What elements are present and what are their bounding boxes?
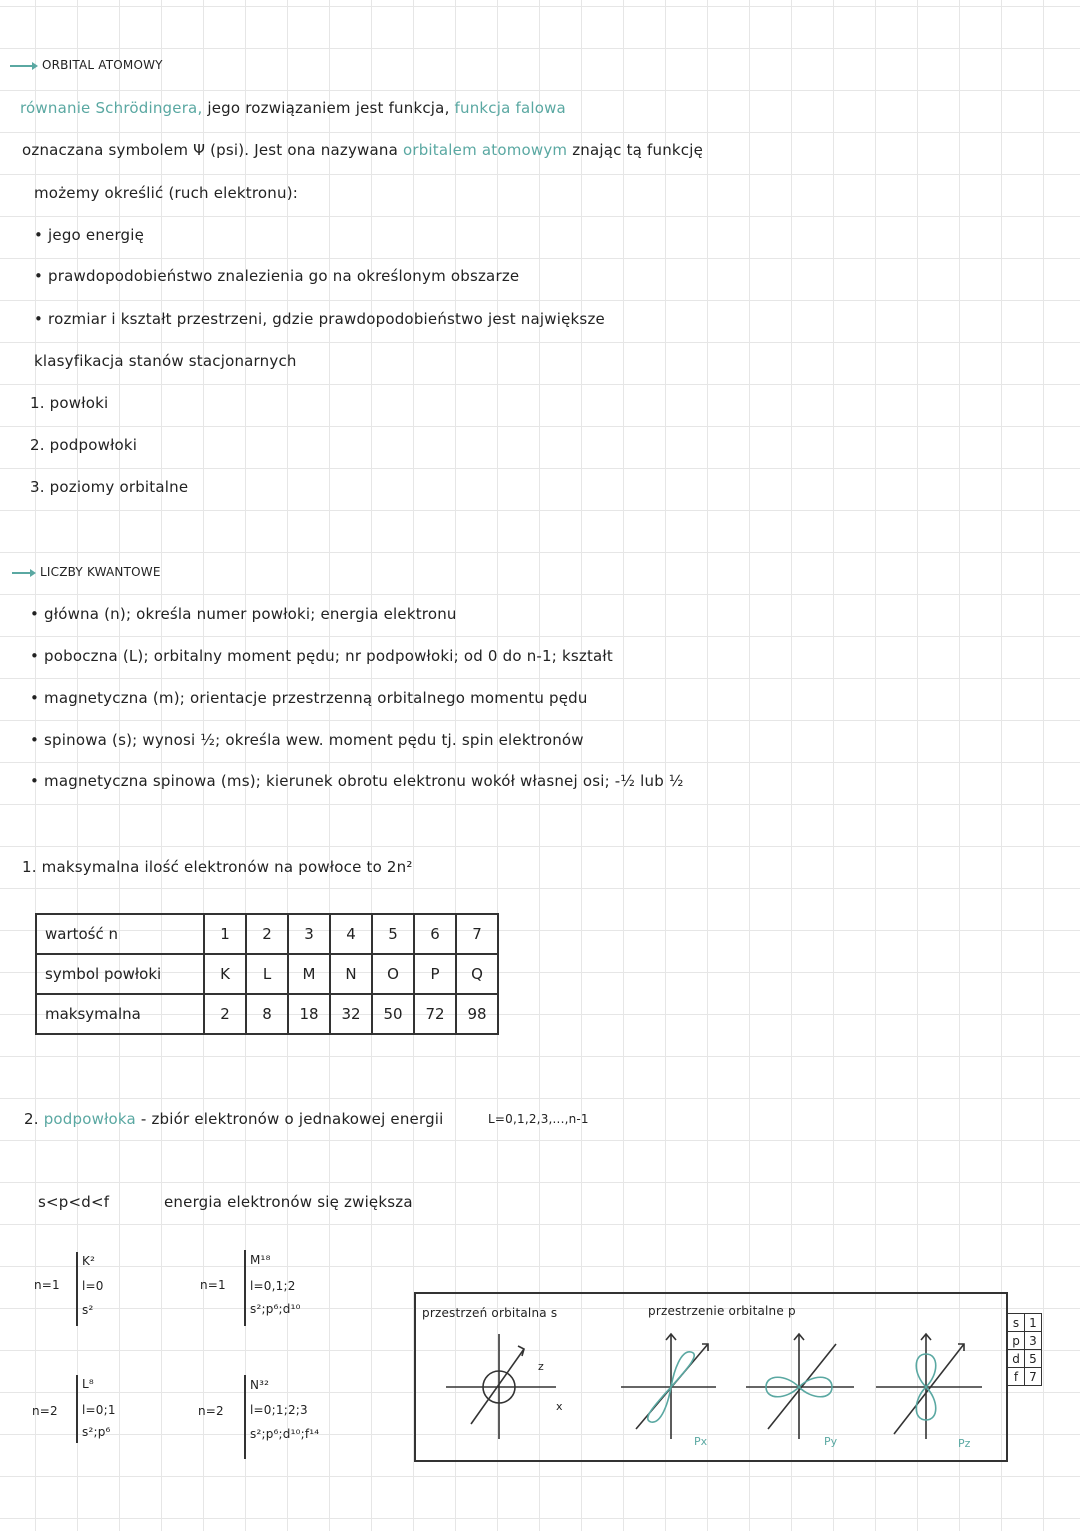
row-label: maksymalna (36, 994, 204, 1034)
classification-title: klasyfikacja stanów stacjonarnych (34, 352, 297, 370)
table-cell: 5 (372, 914, 414, 954)
example-l: l=0;1 (82, 1403, 116, 1417)
table-cell: 7 (456, 914, 498, 954)
energy-increases: energia elektronów się zwiększa (164, 1193, 413, 1211)
table-cell: 7 (1025, 1368, 1042, 1386)
px-orbital-diagram (621, 1334, 716, 1439)
line-schrodinger (20, 99, 566, 117)
table-cell: O (372, 954, 414, 994)
table-cell: 18 (288, 994, 330, 1034)
example-shell: L⁸ (82, 1377, 94, 1391)
example-shell: K² (82, 1254, 96, 1268)
line-psi (22, 141, 703, 159)
table-cell: p (1008, 1332, 1025, 1350)
heading-arrow (12, 572, 34, 574)
table-cell: s (1008, 1314, 1025, 1332)
heading-orbital: ORBITAL ATOMOWY (42, 58, 163, 72)
table-cell: M (288, 954, 330, 994)
bullet-principal: • główna (n); określa numer powłoki; energia elektronu (30, 605, 457, 623)
table-cell: 32 (330, 994, 372, 1034)
text-knowing: znając tą funkcję (572, 141, 704, 159)
table-cell: 1 (1025, 1314, 1042, 1332)
bullet-text: rozmiar i kształt przestrzeni, gdzie prawdopodobieństwo jest największe (48, 310, 605, 328)
table-cell: N (330, 954, 372, 994)
example-divider (76, 1252, 78, 1326)
heading-quantum-numbers: LICZBY KWANTOWE (40, 565, 161, 579)
table-cell: 8 (246, 994, 288, 1034)
bullet-text: poboczna (L); orbitalny moment pędu; nr podpowłoki; od 0 do n-1; kształt (44, 647, 613, 665)
table-cell: f (1008, 1368, 1025, 1386)
bullet-text: magnetyczna (m); orientacje przestrzenną orbitalnego momentu pędu (44, 689, 588, 707)
table-cell: 4 (330, 914, 372, 954)
bullet-spin: • spinowa (s); wynosi ½; określa wew. moment pędu tj. spin elektronów (30, 731, 584, 749)
term-schrodinger: równanie Schrödingera, (20, 99, 203, 117)
orbital-count-table (1007, 1313, 1042, 1386)
example-config: s²;p⁶;d¹⁰;f¹⁴ (250, 1427, 320, 1441)
text-psi: oznaczana symbolem Ψ (psi). Jest ona nazywana (22, 141, 398, 159)
bullet-size-shape: • rozmiar i kształt przestrzeni, gdzie prawdopodobieństwo jest największe (34, 310, 605, 328)
table-row (36, 914, 498, 954)
pz-label: Pz (958, 1437, 971, 1450)
bullet-energy: • jego energię (34, 226, 145, 244)
row-label: wartość n (36, 914, 204, 954)
table-cell: K (204, 954, 246, 994)
axis-z-label: z (538, 1360, 544, 1373)
table-cell: Q (456, 954, 498, 994)
bullet-magnetic: • magnetyczna (m); orientacje przestrzenną orbitalnego momentu pędu (30, 689, 588, 707)
bullet-text: główna (n); określa numer powłoki; energia elektronu (44, 605, 457, 623)
example-divider (244, 1375, 246, 1459)
table-cell: 3 (288, 914, 330, 954)
line-determine: możemy określić (ruch elektronu): (34, 184, 299, 202)
subshell-definition: - zbiór elektronów o jednakowej energii (140, 1110, 444, 1128)
table-row (1008, 1350, 1042, 1368)
example-shell: N³² (250, 1378, 270, 1392)
table-cell: 5 (1025, 1350, 1042, 1368)
table-cell: 2 (204, 994, 246, 1034)
term-subshell: podpowłoka (43, 1110, 136, 1128)
table-cell: 6 (414, 914, 456, 954)
example-config: s² (82, 1303, 94, 1317)
py-label: Py (824, 1435, 838, 1448)
table-cell: 1 (204, 914, 246, 954)
example-n: n=1 (200, 1278, 226, 1292)
table-cell: 98 (456, 994, 498, 1034)
table-row (36, 954, 498, 994)
term-atomic-orbital: orbitalem atomowym (402, 141, 568, 159)
table-row (1008, 1332, 1042, 1350)
example-divider (244, 1250, 246, 1326)
orbital-box (414, 1292, 1008, 1462)
example-l: l=0,1;2 (250, 1279, 296, 1293)
subshell-number: 2. (24, 1110, 39, 1128)
example-n: n=1 (34, 1278, 60, 1292)
term-wave-function: funkcja falowa (454, 99, 566, 117)
example-l: l=0 (82, 1279, 104, 1293)
table-cell: L (246, 954, 288, 994)
table-row (1008, 1368, 1042, 1386)
axis-x-label: x (556, 1400, 563, 1413)
bullet-azimuthal: • poboczna (L); orbitalny moment pędu; nr podpowłoki; od 0 do n-1; kształt (30, 647, 613, 665)
example-config: s²;p⁶;d¹⁰ (250, 1302, 301, 1316)
table-cell: 2 (246, 914, 288, 954)
table-cell: 50 (372, 994, 414, 1034)
table-row (36, 994, 498, 1034)
py-orbital-diagram (746, 1334, 854, 1439)
bullet-text: prawdopodobieństwo znalezienia go na określonym obszarze (48, 267, 520, 285)
bullet-magnetic-spin: • magnetyczna spinowa (ms); kierunek obrotu elektronu wokół własnej osi; -½ lub ½ (30, 772, 684, 790)
bullet-probability: • prawdopodobieństwo znalezienia go na określonym obszarze (34, 267, 520, 285)
heading-arrow (10, 65, 36, 67)
list-item-subshells: 2. podpowłoki (30, 436, 138, 454)
example-n: n=2 (198, 1404, 224, 1418)
px-label: Px (694, 1435, 708, 1448)
energy-order: s<p<d<f (38, 1193, 110, 1211)
p-orbital-title: przestrzenie orbitalne p (648, 1304, 796, 1318)
table-cell: d (1008, 1350, 1025, 1368)
s-orbital-title: przestrzeń orbitalna s (422, 1306, 558, 1320)
example-shell: M¹⁸ (250, 1253, 271, 1267)
table-cell: 3 (1025, 1332, 1042, 1350)
row-label: symbol powłoki (36, 954, 204, 994)
max-electrons-line: 1. maksymalna ilość elektronów na powłoce to 2n² (22, 858, 413, 876)
shell-table (35, 913, 499, 1035)
text-solution: jego rozwiązaniem jest funkcja, (207, 99, 450, 117)
example-divider (76, 1375, 78, 1443)
example-l: l=0;1;2;3 (250, 1403, 308, 1417)
table-cell: P (414, 954, 456, 994)
l-values: L=0,1,2,3,...,n-1 (488, 1112, 589, 1126)
bullet-text: jego energię (48, 226, 145, 244)
example-n: n=2 (32, 1404, 58, 1418)
table-cell: 72 (414, 994, 456, 1034)
list-item-shells: 1. powłoki (30, 394, 109, 412)
example-config: s²;p⁶ (82, 1425, 111, 1439)
bullet-text: magnetyczna spinowa (ms); kierunek obrotu elektronu wokół własnej osi; -½ lub ½ (44, 772, 684, 790)
table-row (1008, 1314, 1042, 1332)
subshell-line (24, 1110, 444, 1128)
s-orbital-diagram (446, 1334, 556, 1439)
pz-orbital-diagram (876, 1334, 982, 1439)
list-item-orbital-levels: 3. poziomy orbitalne (30, 478, 189, 496)
bullet-text: spinowa (s); wynosi ½; określa wew. moment pędu tj. spin elektronów (44, 731, 584, 749)
